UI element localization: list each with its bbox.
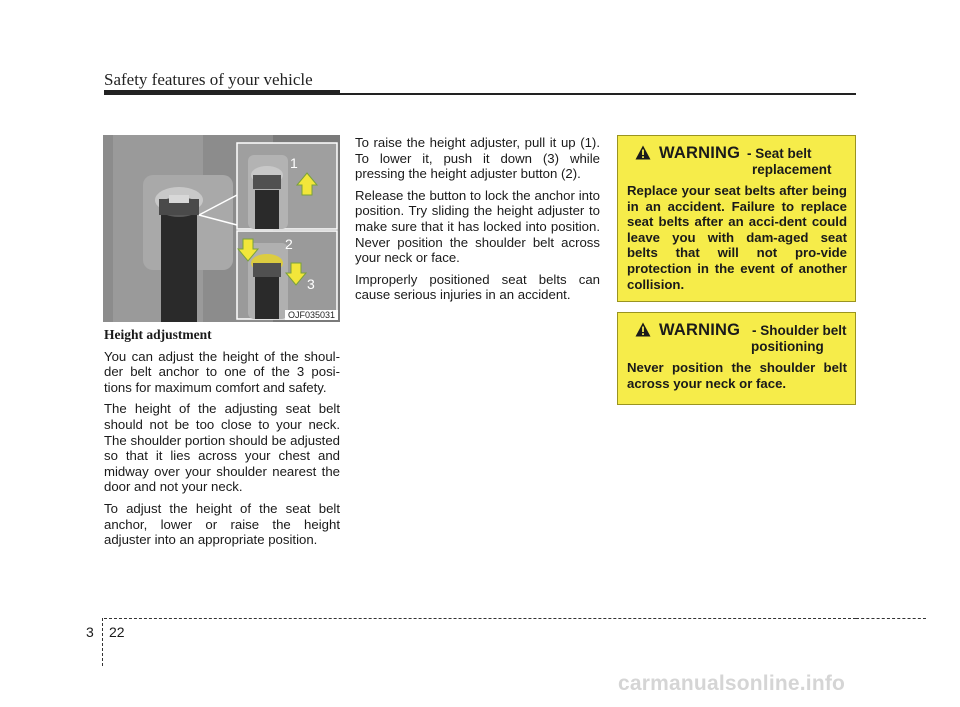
warning-box-seat-belt-replacement <box>617 135 856 302</box>
page-number: 22 <box>109 624 125 640</box>
warning-subtitle: positioning <box>751 339 824 354</box>
footer-rule <box>104 618 856 619</box>
svg-text:3: 3 <box>307 276 315 292</box>
figure-code: OJF035031 <box>285 310 338 320</box>
section-heading: Height adjustment <box>104 327 212 342</box>
paragraph: The height of the adjusting seat belt should not be too close to your neck. The shoulder portion should be adjusted so that it lies across your chest and midway over your shoulder nearest the door and not your neck. <box>104 401 340 495</box>
warning-body: Replace your seat belts after being in an accident. Failure to replace seat belts after an acci-dent could leave you with dam-aged seat belts that will not pro-vide protection in the event of another collision. <box>627 183 847 292</box>
text-column-2 <box>355 135 600 309</box>
header-rule <box>104 93 856 95</box>
warning-subtitle: replacement <box>752 162 832 177</box>
watermark: carmanualsonline.info <box>618 672 846 695</box>
warning-body: Never position the shoulder belt across your neck or face. <box>627 360 847 391</box>
warning-label: WARNING <box>659 144 741 162</box>
warning-triangle-icon <box>635 145 651 160</box>
chapter-number: 3 <box>86 624 94 640</box>
footer-rule <box>856 618 926 619</box>
paragraph: Improperly positioned seat belts can cause serious injuries in an accident. <box>355 271 600 303</box>
warning-box-shoulder-belt-positioning <box>617 312 856 405</box>
warning-label: WARNING <box>659 321 741 339</box>
warning-header <box>627 144 847 178</box>
photo-illustration <box>103 135 340 322</box>
warning-header <box>627 321 847 355</box>
warning-triangle-icon <box>635 322 651 337</box>
svg-text:1: 1 <box>290 155 298 171</box>
paragraph: To adjust the height of the seat belt anchor, lower or raise the height adjuster into an appropriate position. <box>104 500 340 548</box>
svg-text:2: 2 <box>285 236 293 252</box>
warning-subtitle: - Seat belt <box>747 146 812 161</box>
footer-divider <box>102 618 103 666</box>
paragraph: You can adjust the height of the shoul-der belt anchor to one of the 3 posi-tions for maximum comfort and safety. <box>104 348 340 395</box>
warning-subtitle: - Shoulder belt <box>752 323 847 338</box>
seat-belt-height-adjuster-photo <box>103 135 340 322</box>
header-title: Safety features of your vehicle <box>104 70 313 89</box>
paragraph: To raise the height adjuster, pull it up (1). To lower it, push it down (3) while pressing the height adjuster button (2). <box>355 135 600 182</box>
paragraph: Release the button to lock the anchor into position. Try sliding the height adjuster to make sure that it has locked into position. Never position the shoulder belt across your neck or face. <box>355 187 600 266</box>
text-column-1 <box>104 327 340 554</box>
